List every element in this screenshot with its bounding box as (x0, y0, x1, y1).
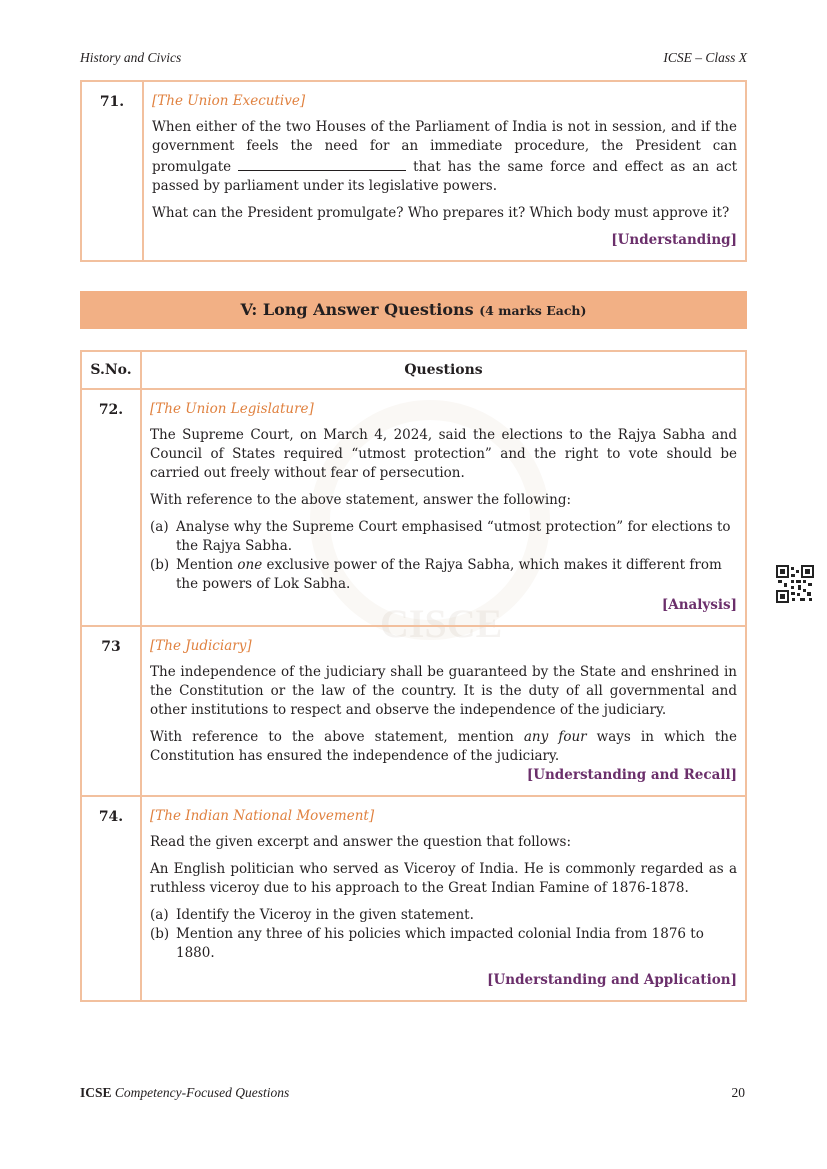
question-number: 71. (81, 81, 143, 261)
question-cell (143, 81, 746, 261)
question-text: The Supreme Court, on March 4, 2024, said the elections to the Rajya Sabha and Council of States required “utmost protection” and the right to vote should be carried out freely without fear of persecution. (150, 427, 737, 481)
qr-code-icon[interactable] (776, 565, 814, 603)
cisce-watermark-text: CISCE (380, 601, 503, 646)
question-prompt (150, 728, 737, 766)
question-topic: [The Judiciary] (150, 638, 252, 654)
page-number: 20 (731, 1085, 745, 1100)
question-number: 74. (81, 796, 141, 1001)
section-title: V: Long Answer Questions (240, 300, 474, 319)
question-text-part: that has the same force and effect as an act passed by parliament under its legislative powers. (152, 159, 738, 194)
question-table-71 (80, 80, 747, 262)
question-text-part: When either of the two Houses of the Parliament of India is not in session, and if the government feels the need for an immediate procedure, the President can promulgate (152, 119, 737, 175)
long-answer-table (80, 350, 747, 1002)
fill-blank-line (238, 156, 406, 171)
question-instruction: With reference to the above statement, answer the following: (150, 492, 572, 508)
text-part: Mention (176, 557, 238, 573)
question-number: 72. (81, 389, 141, 626)
emphasis: any four (523, 729, 587, 745)
col-header-questions: Questions (141, 351, 746, 389)
question-text: An English politician who served as Viceroy of India. He is commonly regarded as a ruthless viceroy due to his approach to the Great Indian Famine of 1876-1878. (150, 861, 737, 896)
section-banner (80, 291, 747, 329)
col-header-sno: S.No. (81, 351, 141, 389)
question-cell (141, 389, 746, 626)
section-marks: (4 marks Each) (479, 303, 587, 318)
question-prompt: What can the President promulgate? Who prepares it? Which body must approve it? (152, 205, 730, 221)
question-text (152, 118, 737, 196)
table-header-row (81, 351, 746, 389)
sub-question-label: (a) (150, 907, 169, 923)
text-part: exclusive power of the Rajya Sabha, which makes it different from the powers of Lok Sabha. (176, 557, 722, 592)
question-topic: [The Indian National Movement] (150, 808, 375, 824)
text-part: ways in which the Constitution has ensured the independence of the judiciary. (150, 729, 737, 764)
sub-question (150, 906, 737, 925)
footer-subtitle: Competency-Focused Questions (114, 1085, 290, 1100)
sub-question (150, 556, 737, 594)
footer-title (80, 1085, 289, 1101)
sub-question-label: (b) (150, 926, 170, 942)
skill-tag: [Understanding and Application] (487, 972, 737, 988)
skill-tag: [Understanding] (611, 232, 737, 248)
skill-tag: [Understanding and Recall] (526, 767, 737, 783)
question-cell (141, 626, 746, 796)
header-subject: History and Civics (80, 50, 182, 65)
question-text: The independence of the judiciary shall be guaranteed by the State and enshrined in the Constitution or the law of the country. It is the duty of all governmental and other institutions to respect and observe the independence of the judiciary. (150, 664, 737, 718)
sub-question (150, 518, 737, 556)
sub-question-label: (a) (150, 519, 169, 535)
question-cell (141, 796, 746, 1001)
sub-question-text: Analyse why the Supreme Court emphasised “utmost protection” for elections to the Rajya Sabha. (176, 519, 731, 554)
table-row (81, 626, 746, 796)
header-class: ICSE – Class X (663, 50, 747, 65)
question-instruction: Read the given excerpt and answer the question that follows: (150, 834, 572, 850)
sub-question-text: Identify the Viceroy in the given statement. (176, 907, 474, 923)
skill-tag: [Analysis] (661, 597, 737, 613)
text-part: With reference to the above statement, mention (150, 729, 524, 745)
question-number: 73 (81, 626, 141, 796)
sub-question-label: (b) (150, 557, 170, 573)
table-row (81, 389, 746, 626)
table-row (81, 81, 746, 261)
sub-question-text (176, 556, 737, 594)
emphasis: one (237, 557, 263, 573)
table-row (81, 796, 746, 1001)
sub-question (150, 925, 737, 963)
footer-brand: ICSE (80, 1085, 112, 1100)
question-topic: [The Union Executive] (152, 93, 306, 109)
sub-question-text: Mention any three of his policies which impacted colonial India from 1876 to 1880. (176, 926, 704, 961)
question-topic: [The Union Legislature] (150, 401, 314, 417)
